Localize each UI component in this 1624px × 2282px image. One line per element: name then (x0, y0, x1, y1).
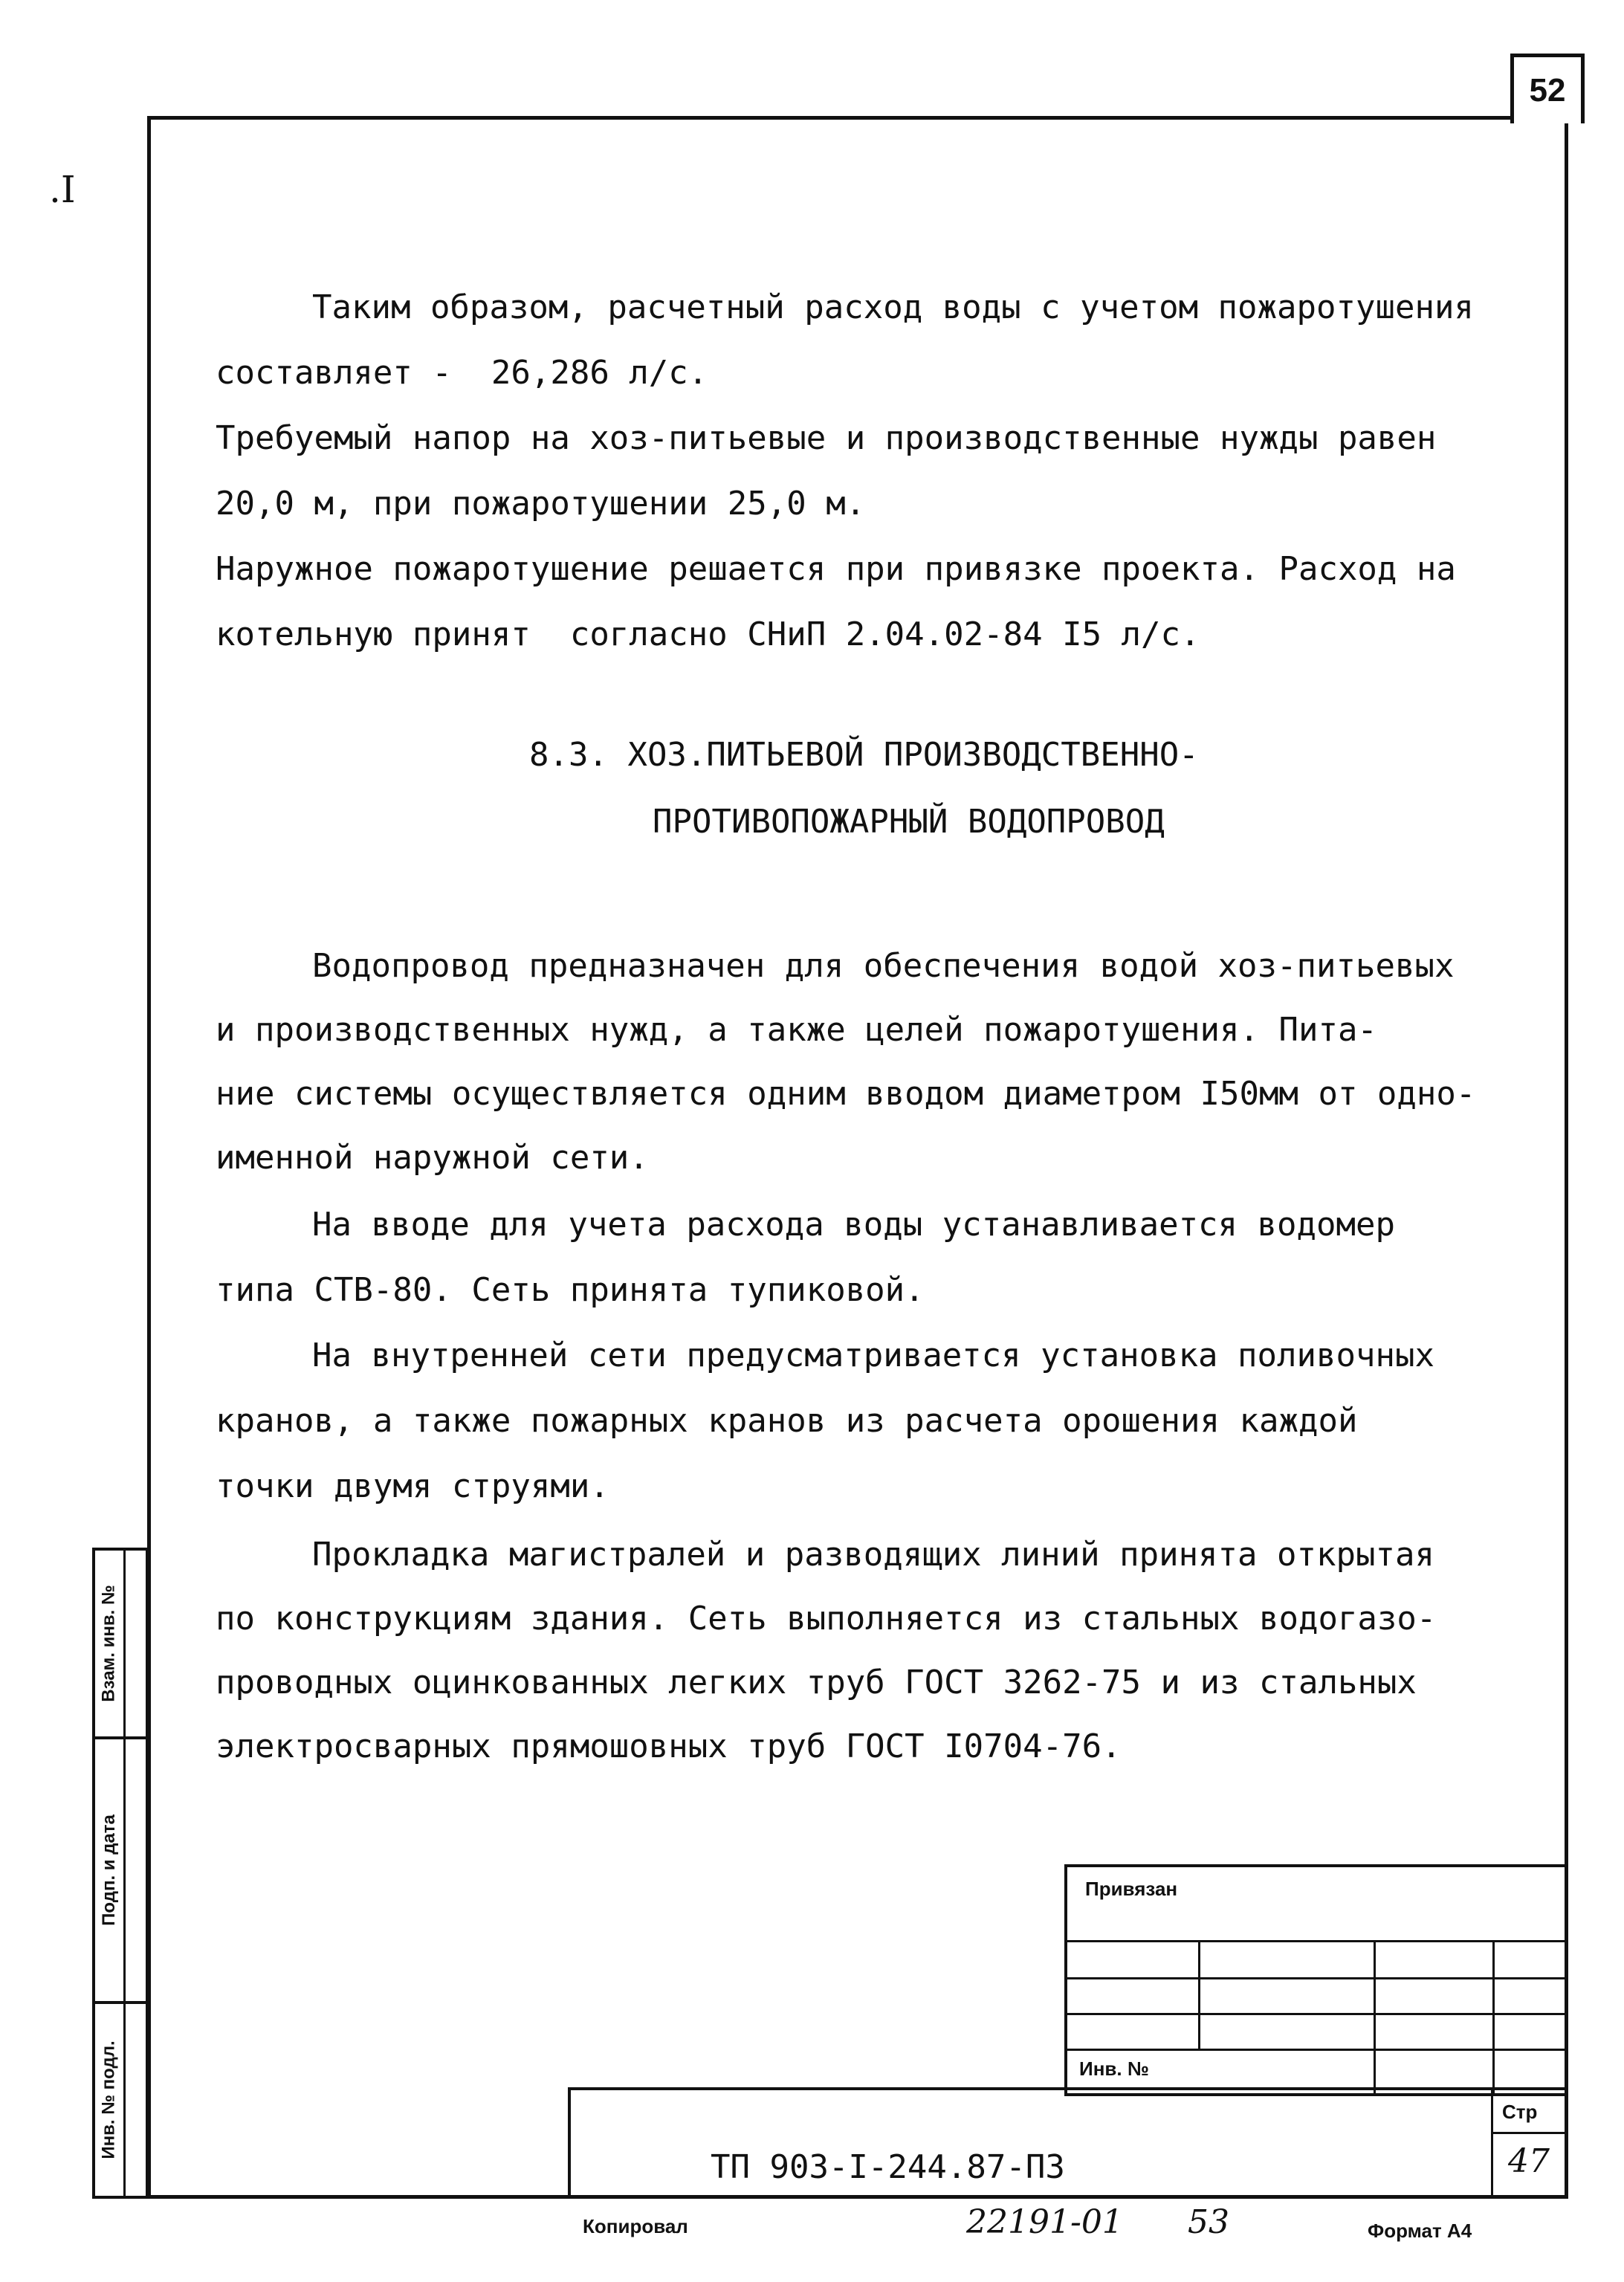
designation-block (568, 2087, 1568, 2199)
grid-line (1067, 1977, 1565, 1979)
para2-line3: ние системы осуществляется одним вводом диаметром I50мм от одно- (216, 1075, 1476, 1113)
para4-line3: точки двумя струями. (216, 1467, 609, 1505)
para2-line4: именной наружной сети. (216, 1139, 649, 1177)
side-stamp-podp (92, 1736, 149, 2004)
grid-line (1374, 1940, 1376, 2093)
para3-line2: типа СТВ-80. Сеть принята тупиковой. (216, 1271, 925, 1309)
grid-line (1492, 1940, 1495, 2093)
inv-no-label: Инв. № (1079, 2058, 1149, 2080)
para4-line2: кранов, а также пожарных кранов из расчета орошения каждой (216, 1402, 1358, 1440)
para1-line2: составляет - 26,286 л/с. (216, 354, 708, 392)
document-designation: ТП 903-I-244.87-ПЗ (711, 2148, 1065, 2186)
copied-label: Копировал (583, 2215, 688, 2237)
sheet-number: 52 (1510, 54, 1585, 123)
grid-line (1067, 2013, 1565, 2015)
para1-line5: Наружное пожаротушение решается при привязке проекта. Расход на (216, 550, 1456, 588)
side-label-vzam: Взам. инв. № (99, 1585, 120, 1702)
para5-line3: проводных оцинкованных легких труб ГОСТ 3262-75 и из стальных (216, 1664, 1417, 1701)
sheet-count: 53 (1188, 2203, 1229, 2241)
para2-line1: Водопровод предназначен для обеспечения водой хоз-питьевых (312, 947, 1455, 985)
grid-line (1198, 1940, 1200, 2049)
privyazan-block (1064, 1864, 1568, 2096)
section-heading-line1: 8.3. ХОЗ.ПИТЬЕВОЙ ПРОИЗВОДСТВЕННО- (529, 736, 1199, 774)
para5-line2: по конструкциям здания. Сеть выполняется из стальных водогазо- (216, 1600, 1437, 1638)
para1-line4: 20,0 м, при пожаротушении 25,0 м. (216, 485, 866, 523)
para3-line1: На вводе для учета расхода воды устанавливается водомер (312, 1206, 1395, 1244)
grid-line (1067, 1940, 1565, 1942)
para1-line3: Требуемый напор на хоз-питьевые и производственные нужды равен (216, 419, 1437, 457)
page-value: 47 (1508, 2142, 1550, 2180)
order-number: 22191-01 (966, 2203, 1123, 2241)
side-label-podp: Подп. и дата (99, 1814, 120, 1926)
side-stamp-vzam (92, 1548, 149, 1739)
privyazan-label: Привязан (1085, 1878, 1178, 1900)
para1-line6: котельную принят согласно СНиП 2.04.02-84 I5 л/с. (216, 615, 1200, 653)
para1-line1: Таким образом, расчетный расход воды с учетом пожаротушения (312, 288, 1474, 326)
section-heading-line2: ПРОТИВОПОЖАРНЫЙ ВОДОПРОВОД (653, 803, 1165, 841)
margin-mark: .I (49, 168, 76, 211)
grid-line (1493, 2132, 1568, 2134)
format-label: Формат А4 (1368, 2220, 1472, 2242)
para5-line1: Прокладка магистралей и разводящих линий принята открытая (312, 1536, 1434, 1574)
side-label-inv: Инв. № подл. (99, 2040, 119, 2159)
para4-line1: На внутренней сети предусматривается установка поливочных (312, 1336, 1434, 1374)
grid-line (1067, 2049, 1565, 2051)
page-cell (1491, 2090, 1570, 2196)
para2-line2: и производственных нужд, а также целей пожаротушения. Пита- (216, 1011, 1377, 1049)
side-stamp-inv (92, 2001, 149, 2199)
page-label: Стр (1502, 2101, 1538, 2123)
para5-line4: электросварных прямошовных труб ГОСТ I0704-76. (216, 1727, 1122, 1765)
